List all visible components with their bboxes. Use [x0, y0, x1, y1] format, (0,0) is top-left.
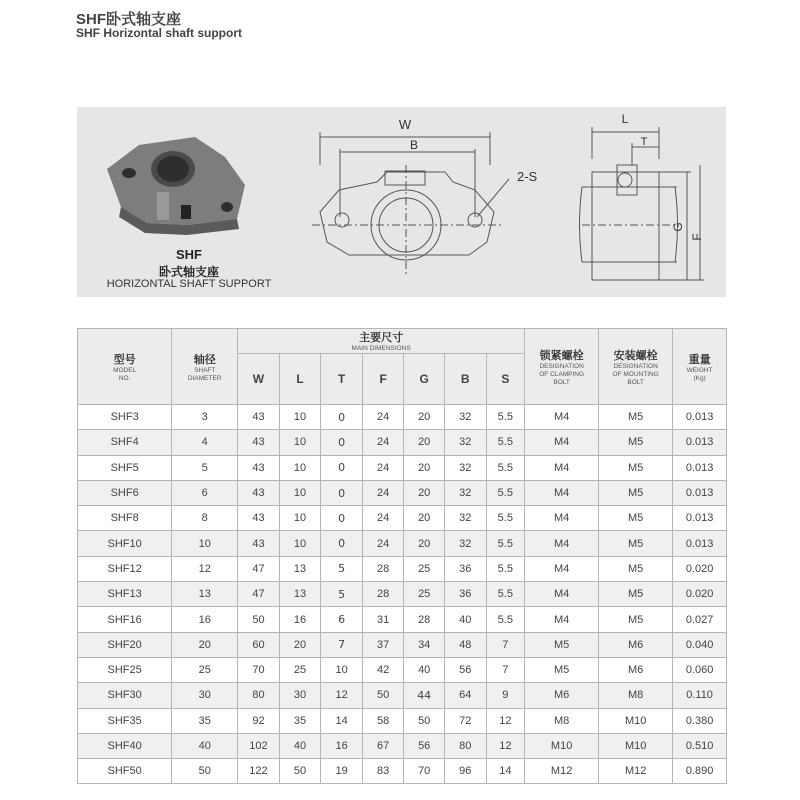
cell-g: 70	[404, 759, 445, 784]
cell-g: 20	[404, 405, 445, 430]
page-title-en: SHF Horizontal shaft support	[76, 26, 242, 40]
cell-model: SHF20	[78, 632, 172, 657]
cell-t: 0	[321, 455, 363, 480]
cell-shaft: 4	[172, 430, 238, 455]
cell-clamp: M4	[525, 582, 599, 607]
cell-mount: M6	[599, 657, 673, 682]
cell-l: 40	[279, 733, 321, 758]
cell-w: 43	[238, 455, 280, 480]
cell-clamp: M4	[525, 607, 599, 632]
header-shaft-diameter: 轴径 SHAFT DIAMETER	[172, 329, 238, 405]
cell-weight: 0.013	[673, 430, 727, 455]
cell-model: SHF13	[78, 582, 172, 607]
cell-mount: M10	[599, 708, 673, 733]
cell-t: 0	[321, 531, 363, 556]
cell-w: 50	[238, 607, 280, 632]
cell-s: 7	[486, 632, 525, 657]
cell-weight: 0.040	[673, 632, 727, 657]
cell-w: 102	[238, 733, 280, 758]
cell-t: 6	[321, 607, 363, 632]
cell-clamp: M4	[525, 455, 599, 480]
cell-shaft: 20	[172, 632, 238, 657]
cell-b: 36	[444, 556, 486, 581]
cell-mount: M10	[599, 733, 673, 758]
cell-s: 5.5	[486, 405, 525, 430]
cell-clamp: M4	[525, 556, 599, 581]
cell-g: 25	[404, 556, 445, 581]
cell-shaft: 50	[172, 759, 238, 784]
header-dim-l: L	[279, 354, 321, 405]
cell-l: 50	[279, 759, 321, 784]
cell-b: 36	[444, 582, 486, 607]
cell-s: 12	[486, 733, 525, 758]
table-row	[78, 455, 727, 480]
dim-label-g: G	[671, 222, 685, 232]
dim-label-b: B	[409, 138, 419, 152]
table-row	[78, 759, 727, 784]
cell-w: 47	[238, 556, 280, 581]
cell-shaft: 40	[172, 733, 238, 758]
header-clamping-bolt: 锁紧螺栓 DESIGNATION OF CLAMPING BOLT	[525, 329, 599, 405]
cell-shaft: 25	[172, 657, 238, 682]
dim-label-t: T	[640, 136, 648, 148]
cell-f: 24	[362, 531, 404, 556]
cell-l: 30	[279, 683, 321, 708]
cell-model: SHF6	[78, 480, 172, 505]
cell-mount: M5	[599, 405, 673, 430]
cell-t: 0	[321, 506, 363, 531]
cell-g: 25	[404, 582, 445, 607]
table-row	[78, 632, 727, 657]
technical-drawing-panel	[77, 107, 726, 297]
cell-w: 60	[238, 632, 280, 657]
cell-w: 70	[238, 657, 280, 682]
cell-model: SHF50	[78, 759, 172, 784]
cell-f: 24	[362, 405, 404, 430]
cell-g: 20	[404, 480, 445, 505]
product-code-label: SHF	[176, 247, 202, 262]
cell-s: 5.5	[486, 480, 525, 505]
header-main-dimensions: 主要尺寸 MAIN DIMENSIONS	[238, 329, 525, 354]
cell-b: 32	[444, 480, 486, 505]
cell-clamp: M4	[525, 531, 599, 556]
cell-s: 5.5	[486, 582, 525, 607]
cell-mount: M5	[599, 582, 673, 607]
cell-model: SHF5	[78, 455, 172, 480]
table-row	[78, 430, 727, 455]
cell-model: SHF3	[78, 405, 172, 430]
cell-t: 0	[321, 480, 363, 505]
table-row	[78, 582, 727, 607]
cell-l: 10	[279, 480, 321, 505]
cell-mount: M5	[599, 430, 673, 455]
cell-b: 32	[444, 405, 486, 430]
cell-f: 24	[362, 506, 404, 531]
cell-b: 32	[444, 455, 486, 480]
cell-clamp: M4	[525, 506, 599, 531]
cell-s: 9	[486, 683, 525, 708]
cell-t: 7	[321, 632, 363, 657]
cell-t: 12	[321, 683, 363, 708]
cell-f: 58	[362, 708, 404, 733]
cell-shaft: 10	[172, 531, 238, 556]
dim-label-l: L	[621, 112, 629, 126]
cell-g: 28	[404, 607, 445, 632]
cell-clamp: M8	[525, 708, 599, 733]
table-row	[78, 657, 727, 682]
cell-weight: 0.510	[673, 733, 727, 758]
cell-mount: M5	[599, 506, 673, 531]
product-photo	[107, 137, 245, 235]
table-row	[78, 556, 727, 581]
cell-weight: 0.110	[673, 683, 727, 708]
cell-mount: M5	[599, 455, 673, 480]
cell-t: 0	[321, 430, 363, 455]
table-row	[78, 607, 727, 632]
cell-l: 10	[279, 531, 321, 556]
cell-f: 67	[362, 733, 404, 758]
cell-t: 19	[321, 759, 363, 784]
cell-b: 80	[444, 733, 486, 758]
header-dim-s: S	[486, 354, 525, 405]
cell-f: 24	[362, 455, 404, 480]
cell-f: 24	[362, 430, 404, 455]
cell-model: SHF8	[78, 506, 172, 531]
cell-weight: 0.020	[673, 556, 727, 581]
cell-mount: M5	[599, 556, 673, 581]
table-row	[78, 683, 727, 708]
cell-clamp: M5	[525, 657, 599, 682]
cell-b: 96	[444, 759, 486, 784]
cell-model: SHF35	[78, 708, 172, 733]
side-view-drawing	[580, 127, 705, 280]
cell-weight: 0.013	[673, 480, 727, 505]
cell-weight: 0.890	[673, 759, 727, 784]
table-body	[78, 405, 727, 784]
cell-mount: M6	[599, 632, 673, 657]
table-row	[78, 531, 727, 556]
cell-b: 72	[444, 708, 486, 733]
table-row	[78, 506, 727, 531]
front-view-drawing	[312, 132, 509, 277]
cell-s: 14	[486, 759, 525, 784]
cell-w: 80	[238, 683, 280, 708]
cell-shaft: 5	[172, 455, 238, 480]
cell-g: 56	[404, 733, 445, 758]
cell-shaft: 6	[172, 480, 238, 505]
cell-model: SHF12	[78, 556, 172, 581]
cell-b: 56	[444, 657, 486, 682]
cell-l: 10	[279, 430, 321, 455]
cell-f: 42	[362, 657, 404, 682]
cell-shaft: 8	[172, 506, 238, 531]
cell-weight: 0.020	[673, 582, 727, 607]
cell-clamp: M6	[525, 683, 599, 708]
cell-f: 31	[362, 607, 404, 632]
table-row	[78, 733, 727, 758]
cell-l: 35	[279, 708, 321, 733]
cell-shaft: 3	[172, 405, 238, 430]
cell-weight: 0.013	[673, 506, 727, 531]
table-row	[78, 708, 727, 733]
cell-model: SHF30	[78, 683, 172, 708]
cell-g: 44	[404, 683, 445, 708]
cell-w: 47	[238, 582, 280, 607]
cell-weight: 0.013	[673, 405, 727, 430]
cell-model: SHF10	[78, 531, 172, 556]
cell-l: 20	[279, 632, 321, 657]
cell-mount: M12	[599, 759, 673, 784]
cell-weight: 0.060	[673, 657, 727, 682]
cell-t: 10	[321, 657, 363, 682]
cell-w: 92	[238, 708, 280, 733]
cell-model: SHF16	[78, 607, 172, 632]
cell-b: 64	[444, 683, 486, 708]
cell-l: 13	[279, 582, 321, 607]
cell-mount: M5	[599, 531, 673, 556]
cell-g: 20	[404, 506, 445, 531]
cell-weight: 0.027	[673, 607, 727, 632]
cell-shaft: 12	[172, 556, 238, 581]
cell-l: 16	[279, 607, 321, 632]
cell-l: 25	[279, 657, 321, 682]
header-weight: 重量 WEIGHT (Kg)	[673, 329, 727, 405]
cell-b: 32	[444, 430, 486, 455]
cell-f: 37	[362, 632, 404, 657]
cell-t: 0	[321, 405, 363, 430]
cell-mount: M5	[599, 607, 673, 632]
cell-w: 43	[238, 480, 280, 505]
cell-clamp: M12	[525, 759, 599, 784]
cell-g: 20	[404, 531, 445, 556]
dim-label-f: F	[690, 233, 704, 241]
cell-g: 20	[404, 455, 445, 480]
cell-l: 10	[279, 405, 321, 430]
cell-weight: 0.380	[673, 708, 727, 733]
header-dim-g: G	[404, 354, 445, 405]
cell-clamp: M4	[525, 430, 599, 455]
cell-b: 32	[444, 531, 486, 556]
cell-shaft: 35	[172, 708, 238, 733]
cell-g: 40	[404, 657, 445, 682]
cell-t: 5	[321, 556, 363, 581]
header-dim-f: F	[362, 354, 404, 405]
header-model: 型号 MODEL NO.	[78, 329, 172, 405]
cell-weight: 0.013	[673, 531, 727, 556]
cell-s: 5.5	[486, 531, 525, 556]
cell-w: 43	[238, 430, 280, 455]
cell-l: 13	[279, 556, 321, 581]
cell-model: SHF4	[78, 430, 172, 455]
cell-s: 5.5	[486, 607, 525, 632]
cell-f: 50	[362, 683, 404, 708]
specification-table	[77, 328, 727, 784]
header-mounting-bolt: 安装螺栓 DESIGNATION OF MOUNTING BOLT	[599, 329, 673, 405]
cell-f: 28	[362, 556, 404, 581]
dim-label-w: W	[398, 117, 412, 132]
cell-b: 40	[444, 607, 486, 632]
dim-label-s: 2-S	[517, 169, 538, 184]
cell-f: 28	[362, 582, 404, 607]
cell-t: 16	[321, 733, 363, 758]
cell-shaft: 16	[172, 607, 238, 632]
cell-w: 43	[238, 405, 280, 430]
cell-l: 10	[279, 455, 321, 480]
cell-w: 43	[238, 531, 280, 556]
cell-clamp: M4	[525, 480, 599, 505]
cell-weight: 0.013	[673, 455, 727, 480]
cell-b: 48	[444, 632, 486, 657]
cell-s: 5.5	[486, 455, 525, 480]
cell-g: 34	[404, 632, 445, 657]
cell-clamp: M4	[525, 405, 599, 430]
page-title-cn: SHF卧式轴支座	[76, 11, 182, 28]
header-dim-b: B	[444, 354, 486, 405]
cell-shaft: 30	[172, 683, 238, 708]
header-dim-t: T	[321, 354, 363, 405]
cell-clamp: M5	[525, 632, 599, 657]
cell-l: 10	[279, 506, 321, 531]
product-name-en: HORIZONTAL SHAFT SUPPORT	[106, 278, 272, 290]
cell-g: 20	[404, 430, 445, 455]
cell-b: 32	[444, 506, 486, 531]
product-name-cn: 卧式轴支座	[158, 265, 219, 279]
cell-mount: M5	[599, 480, 673, 505]
cell-w: 43	[238, 506, 280, 531]
cell-shaft: 13	[172, 582, 238, 607]
cell-clamp: M10	[525, 733, 599, 758]
cell-s: 7	[486, 657, 525, 682]
table-row	[78, 405, 727, 430]
cell-t: 14	[321, 708, 363, 733]
cell-model: SHF40	[78, 733, 172, 758]
cell-s: 5.5	[486, 506, 525, 531]
cell-model: SHF25	[78, 657, 172, 682]
header-dim-w: W	[238, 354, 280, 405]
cell-s: 5.5	[486, 556, 525, 581]
cell-f: 24	[362, 480, 404, 505]
cell-f: 83	[362, 759, 404, 784]
cell-s: 5.5	[486, 430, 525, 455]
table-row	[78, 480, 727, 505]
cell-t: 5	[321, 582, 363, 607]
cell-mount: M8	[599, 683, 673, 708]
cell-w: 122	[238, 759, 280, 784]
cell-s: 12	[486, 708, 525, 733]
cell-g: 50	[404, 708, 445, 733]
